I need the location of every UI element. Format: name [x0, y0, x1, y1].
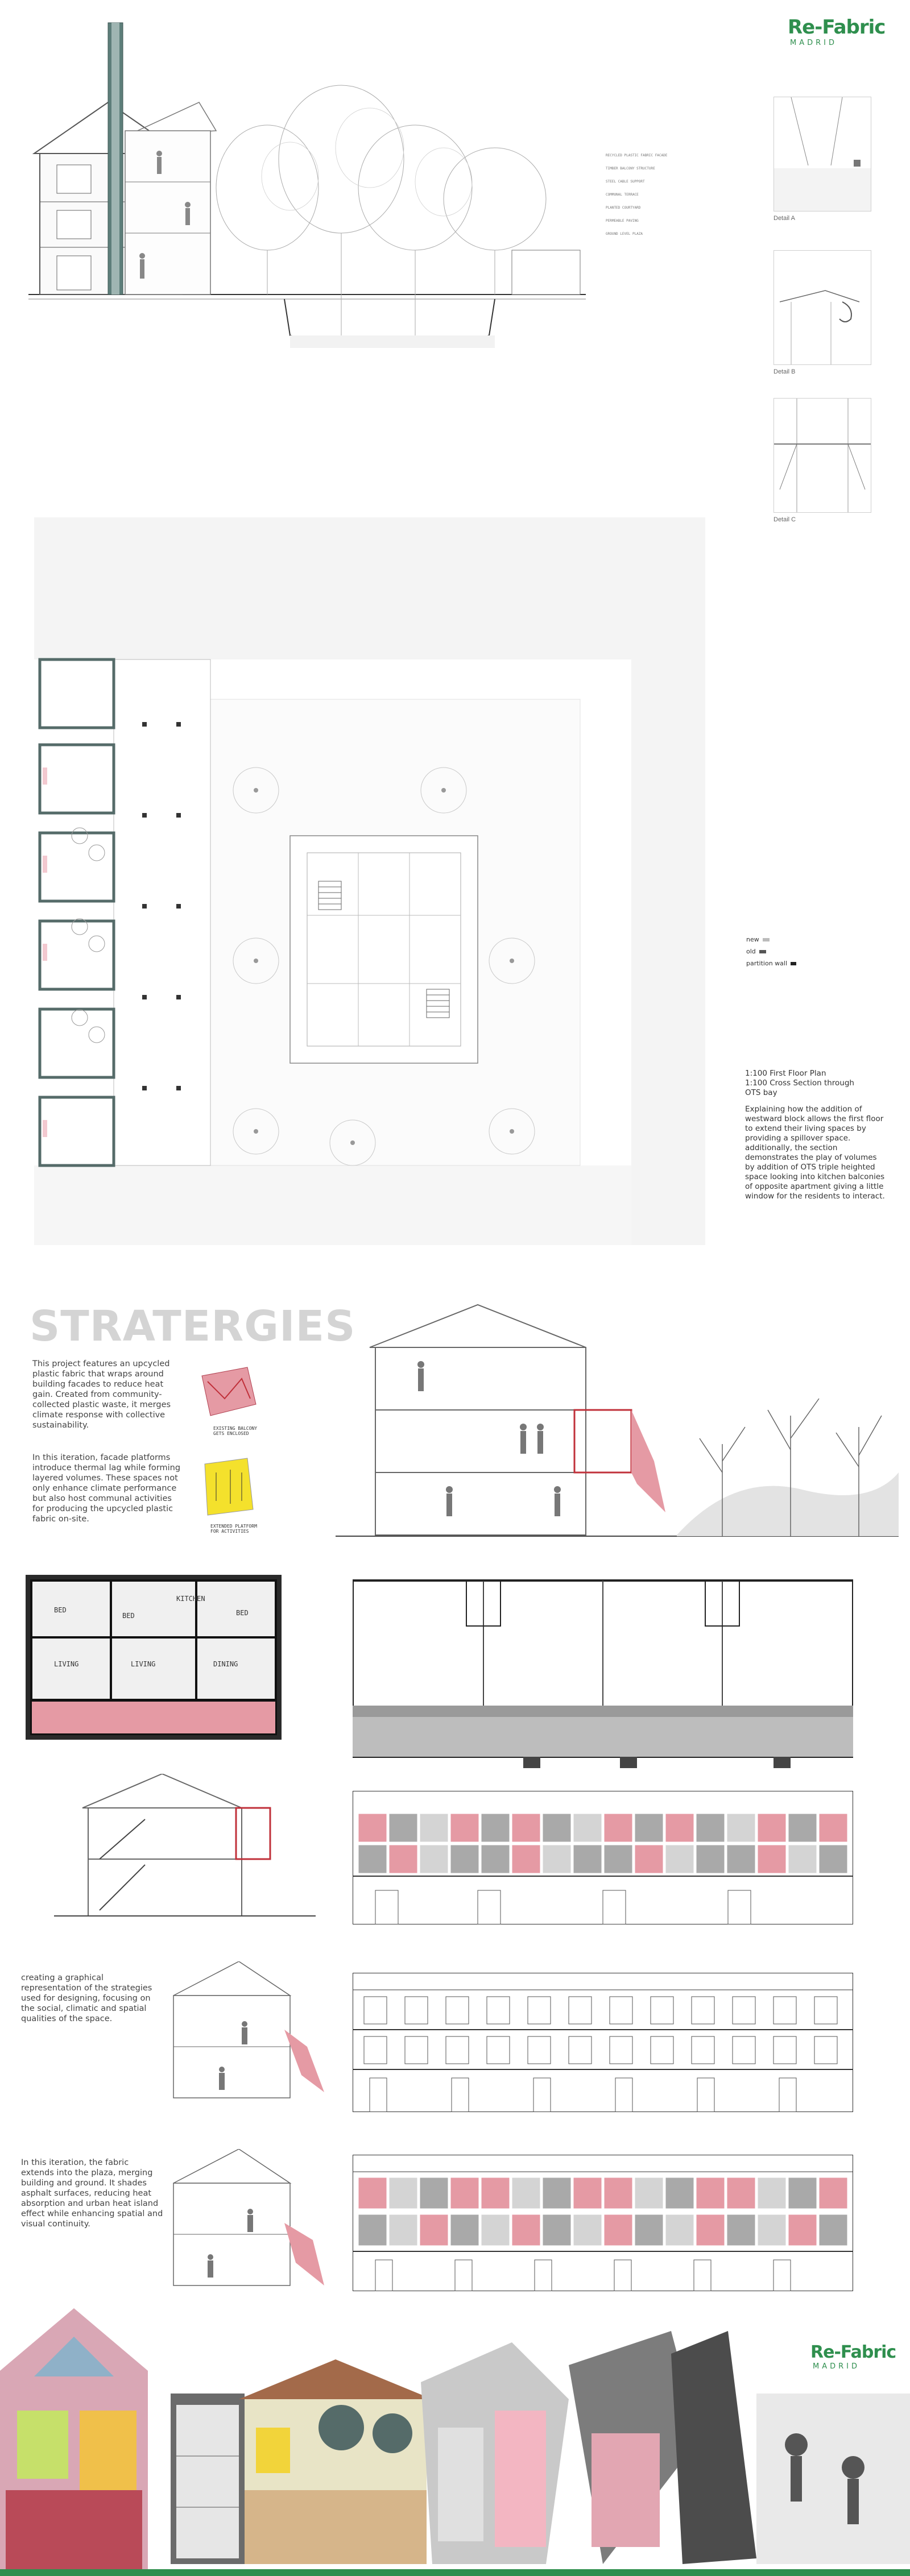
legend-old-row [746, 947, 814, 956]
section-note: COMMUNAL TERRACE [606, 193, 639, 197]
plan-caption-line2: 1:100 Cross Section through [745, 1078, 854, 1088]
facade-panel [481, 1814, 510, 1842]
sketch-note-2: EXTENDED PLATFORM FOR ACTIVITIES [210, 1524, 257, 1534]
logo-text: Re-Fabric [788, 16, 886, 39]
detail-a-box [774, 97, 871, 211]
facade-panel [543, 1814, 571, 1842]
facade-panel [512, 2214, 540, 2246]
facade-panel [543, 2177, 571, 2209]
legend-new-swatch-icon [763, 938, 770, 941]
sketch-pink-drawing [196, 1364, 259, 1418]
facade-panel [665, 1845, 694, 1873]
facade-panel [635, 1814, 663, 1842]
legend-new-row [746, 935, 814, 944]
facade-panel [543, 2214, 571, 2246]
facade-panel [604, 2177, 632, 2209]
facade-panel [512, 1814, 540, 1842]
facade-panel [604, 1814, 632, 1842]
room-label: LIVING [131, 1660, 156, 1668]
facade-panel [696, 1814, 725, 1842]
facade-panel [420, 2214, 448, 2246]
room-label: BED [54, 1606, 67, 1614]
facade-panel [481, 2177, 510, 2209]
legend-old-swatch-icon [759, 950, 766, 953]
plan-caption [745, 1069, 887, 1201]
facade-panel [481, 1845, 510, 1873]
facade-panel [758, 1814, 786, 1842]
sketch-pink [196, 1364, 259, 1418]
room-label: KITCHEN [176, 1595, 205, 1603]
sketch-plan-drawing [26, 1575, 282, 1740]
facade-panel [819, 1814, 847, 1842]
elevation-line [353, 1973, 853, 2112]
facade-panel [819, 2177, 847, 2209]
elevation-colored-1 [353, 1791, 853, 1924]
section-note: TIMBER BALCONY STRUCTURE [606, 167, 655, 171]
strategy-section-1-drawing [336, 1302, 899, 1563]
section-notes [606, 154, 668, 236]
facade-panel [573, 1814, 602, 1842]
detail-a-drawing [774, 97, 871, 211]
logo-text-bottom: Re-Fabric [810, 2342, 896, 2362]
section-note: STEEL CABLE SUPPORT [606, 180, 645, 184]
strategies-iteration2: In this iteration, the fabric extends into the plaza, merging building and ground. It shades asphalt surfaces, reducing heat absorption and urban heat island effect while enhancing spatial and visual continuity. [21, 2158, 163, 2229]
plan-drawing [11, 517, 705, 1251]
detail-a-label: Detail A [774, 215, 795, 222]
facade-panel [819, 1845, 847, 1873]
facade-panel [635, 2177, 663, 2209]
facade-panel [389, 1814, 417, 1842]
facade-panel [450, 1814, 479, 1842]
sketch-yellow-drawing [199, 1455, 256, 1518]
facade-panel [727, 2214, 755, 2246]
facade-panel [450, 1845, 479, 1873]
plan-caption-body: Explaining how the addition of westward block allows the first floor to extend their living spaces by providing a spillover space. additionally, the section demonstrates the play of volumes by addition of OTS triple heighted space looking into kitchen balconies of opposite apartment giving a little window for the residents to interact. [745, 1105, 885, 1201]
section-note: RECYCLED PLASTIC FABRIC FACADE [606, 154, 668, 157]
logo-city-bottom: MADRID [813, 2362, 860, 2371]
facade-panel [512, 2177, 540, 2209]
facade-panel [450, 2177, 479, 2209]
facade-panel [788, 1845, 817, 1873]
logo-city: MADRID [790, 39, 837, 47]
strategy-section-3 [171, 1961, 330, 2104]
elevation-colored-2 [353, 2155, 853, 2291]
detail-b-drawing [774, 251, 871, 364]
facade-panel [358, 1845, 387, 1873]
facade-panel [573, 2177, 602, 2209]
elevation-colored-2-drawing [353, 2155, 853, 2291]
facade-panel [727, 2177, 755, 2209]
room-label: DINING [213, 1660, 238, 1668]
facade-panel [573, 2214, 602, 2246]
room-label: LIVING [54, 1660, 79, 1668]
facade-panel [819, 2214, 847, 2246]
strategy-section-3-drawing [171, 1961, 330, 2104]
facade-panel [696, 2177, 725, 2209]
facade-panel [696, 1845, 725, 1873]
detail-c-box [774, 398, 871, 513]
site-section [23, 17, 592, 364]
facade-panel [758, 2214, 786, 2246]
facade-panel [788, 1814, 817, 1842]
facade-panel [543, 1845, 571, 1873]
detail-b-label: Detail B [774, 368, 796, 375]
facade-panel [788, 2214, 817, 2246]
room-label: BED [236, 1609, 249, 1617]
section-note: GROUND LEVEL PLAZA [606, 232, 643, 236]
facade-panel [758, 1845, 786, 1873]
facade-panel [758, 2177, 786, 2209]
facade-panel [727, 1845, 755, 1873]
facade-panel [635, 1845, 663, 1873]
clean-plan [353, 1575, 853, 1774]
facade-panel [512, 1845, 540, 1873]
facade-panel [358, 2177, 387, 2209]
plan-caption-line1: 1:100 First Floor Plan [745, 1069, 826, 1078]
facade-panel [389, 2177, 417, 2209]
strategies-iteration1: In this iteration, facade platforms introduce thermal lag while forming layered volumes. These spaces not only enhance climate performance but also host communal activities for producing the upcycled plastic fabric on-site. [32, 1453, 181, 1524]
legend-old-label: old [746, 948, 756, 955]
facade-panel [604, 2214, 632, 2246]
elevation-line-drawing [353, 1973, 853, 2112]
strategies-graphical: creating a graphical representation of the strategies used for designing, focusing on the social, climatic and spatial qualities of the space. [21, 1973, 152, 2023]
legend-partition-row [746, 959, 814, 968]
legend-partition-label: partition wall [746, 960, 788, 967]
facade-panel [420, 2177, 448, 2209]
facade-panel [358, 1814, 387, 1842]
facade-panel [665, 1814, 694, 1842]
plan-caption-line3: OTS bay [745, 1088, 777, 1097]
section-note: PERMEABLE PAVING [606, 219, 639, 223]
facade-panel [389, 1845, 417, 1873]
section-note: PLANTED COURTYARD [606, 206, 641, 210]
detail-b-box [774, 250, 871, 365]
collage-drawing [0, 2297, 910, 2576]
strategies-intro: This project features an upcycled plastic fabric that wraps around building facades to reduce heat gain. Created from community-collected plastic waste, it merges climate response with collective sustainability. [32, 1359, 171, 1430]
clean-plan-drawing [353, 1575, 853, 1774]
brand-logo-top [788, 16, 890, 47]
facade-panel [420, 1814, 448, 1842]
strategy-section-2 [54, 1774, 316, 1922]
strategy-section-2-drawing [54, 1774, 316, 1922]
detail-c-drawing [774, 399, 871, 512]
facade-panel [420, 1845, 448, 1873]
facade-panel [665, 2177, 694, 2209]
facade-panel [696, 2214, 725, 2246]
plan-legend [746, 935, 814, 968]
section-drawing [23, 17, 592, 364]
facade-panel [389, 2214, 417, 2246]
legend-partition-swatch-icon [791, 962, 796, 965]
facade-panel [573, 1845, 602, 1873]
facade-panel [635, 2214, 663, 2246]
facade-panel [665, 2214, 694, 2246]
facade-panel [604, 1845, 632, 1873]
facade-panel [450, 2214, 479, 2246]
facade-panel [788, 2177, 817, 2209]
strategy-section-1 [336, 1302, 899, 1563]
strategy-section-4 [171, 2149, 330, 2291]
sketch-yellow [199, 1455, 256, 1518]
sketch-plan [26, 1575, 282, 1740]
facade-panel [481, 2214, 510, 2246]
facade-panel [727, 1814, 755, 1842]
first-floor-plan [11, 517, 705, 1251]
strategy-section-4-drawing [171, 2149, 330, 2291]
legend-new-label: new [746, 936, 759, 943]
room-label: BED [122, 1612, 135, 1620]
strategies-title: STRATERGIES [30, 1302, 356, 1351]
detail-c-label: Detail C [774, 516, 796, 523]
elevation-colored-1-drawing [353, 1791, 853, 1924]
sketch-note-1: EXISTING BALCONY GETS ENCLOSED [213, 1426, 258, 1436]
facade-panel [358, 2214, 387, 2246]
collage [0, 2297, 910, 2576]
brand-logo-bottom [810, 2342, 907, 2371]
